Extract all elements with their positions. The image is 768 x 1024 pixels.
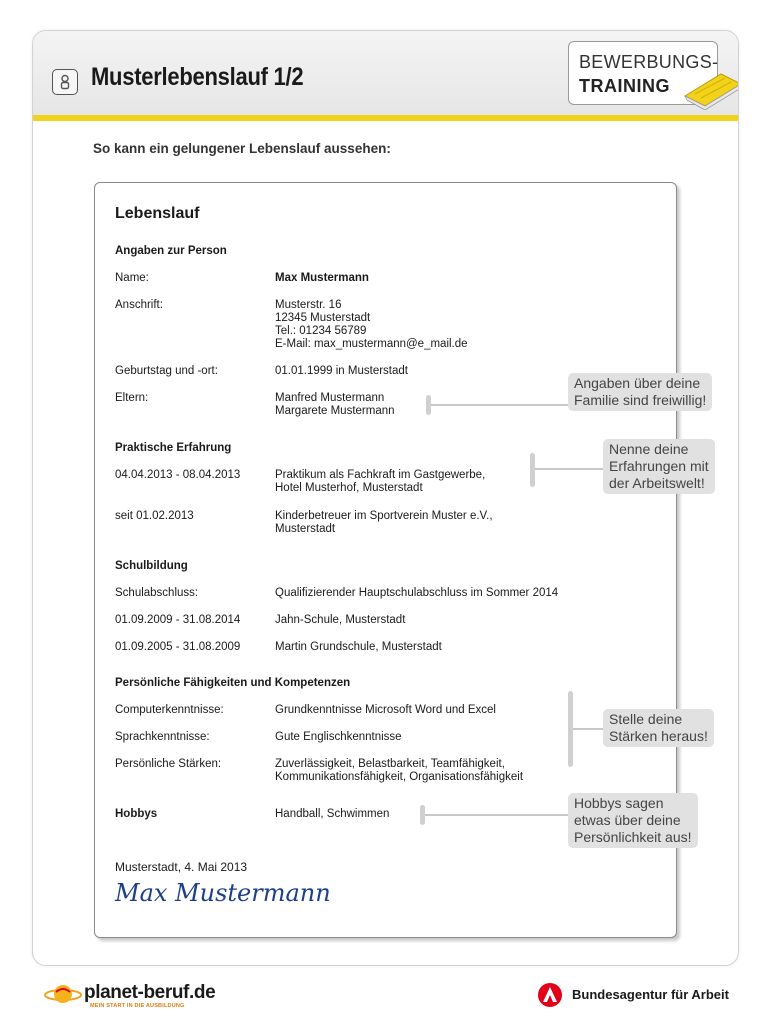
- header-bar: [33, 31, 738, 115]
- parent-line: Manfred Mustermann: [275, 392, 385, 404]
- experience-line: Kinderbetreuer im Sportverein Muster e.V.,: [275, 510, 493, 522]
- callout-strengths: [603, 709, 714, 747]
- phone-line: Tel.: 01234 56789: [275, 325, 367, 337]
- badge-line2: TRAINING: [579, 76, 670, 96]
- signature: Max Mustermann: [115, 879, 331, 907]
- strengths-line: Kommunikationsfähigkeit, Organisationsfähigkeit: [275, 771, 524, 783]
- callout-family: [568, 373, 712, 411]
- callout-line: Erfahrungen mit: [609, 458, 709, 474]
- computer-label: Computerkenntnisse:: [115, 704, 224, 716]
- callout-line: etwas über deine: [574, 812, 681, 828]
- school-value: Jahn-Schule, Musterstadt: [275, 614, 406, 626]
- email-line: E-Mail: max_mustermann@e_mail.de: [275, 338, 468, 350]
- planet-beruf-logo-text: planet-beruf.de: [84, 982, 216, 1003]
- book-icon: [681, 70, 739, 110]
- school-value: Martin Grundschule, Musterstadt: [275, 641, 442, 653]
- school-label: 01.09.2005 - 31.08.2009: [115, 641, 241, 653]
- callout-line: Stärken heraus!: [609, 728, 708, 744]
- callout-line: Stelle deine: [609, 711, 683, 727]
- callout-line: Familie sind freiwillig!: [574, 392, 707, 408]
- parent-line: Margarete Mustermann: [275, 405, 395, 417]
- language-label: Sprachkenntnisse:: [115, 731, 210, 743]
- callout-line: Persönlichkeit aus!: [574, 829, 692, 845]
- strengths-label: Persönliche Stärken:: [115, 758, 222, 770]
- callout-experience: [603, 439, 715, 494]
- callout-line: Angaben über deine: [574, 375, 701, 391]
- callout-connector-family: [431, 404, 569, 406]
- school-label: 01.09.2009 - 31.08.2014: [115, 614, 241, 626]
- name-value: Max Mustermann: [275, 272, 369, 284]
- cv-title: Lebenslauf: [115, 205, 200, 222]
- language-value: Gute Englischkenntnisse: [275, 731, 402, 743]
- birth-label: Geburtstag und -ort:: [115, 365, 218, 377]
- callout-line: Hobbys sagen: [574, 795, 664, 811]
- callout-connector-hobbies: [425, 814, 569, 816]
- callout-line: der Arbeitswelt!: [609, 475, 705, 491]
- address-line: 12345 Musterstadt: [275, 312, 371, 324]
- school-value: Qualifizierender Hauptschulabschluss im Sommer 2014: [275, 587, 559, 599]
- intro-text: So kann ein gelungener Lebenslauf aussehen:: [93, 141, 391, 156]
- name-label: Name:: [115, 272, 149, 284]
- section-heading-skills: Persönliche Fähigkeiten und Kompetenzen: [115, 677, 351, 689]
- person-icon: [52, 69, 78, 95]
- strengths-line: Zuverlässigkeit, Belastbarkeit, Teamfähigkeit,: [275, 758, 505, 770]
- address-label: Anschrift:: [115, 299, 163, 311]
- callout-line: Nenne deine: [609, 441, 689, 457]
- place-date: Musterstadt, 4. Mai 2013: [115, 860, 248, 874]
- section-heading-experience: Praktische Erfahrung: [115, 442, 232, 454]
- section-heading-personal: Angaben zur Person: [115, 245, 227, 257]
- bundesagentur-logo-text: Bundesagentur für Arbeit: [572, 987, 729, 1002]
- experience-date: seit 01.02.2013: [115, 510, 194, 522]
- badge-line1: BEWERBUNGS-: [579, 52, 719, 72]
- callout-marker-experience: [530, 453, 535, 487]
- experience-line: Praktikum als Fachkraft im Gastgewerbe,: [275, 469, 486, 481]
- planet-logo-icon: [44, 980, 84, 1010]
- experience-description: [275, 469, 485, 495]
- experience-line: Hotel Musterhof, Musterstadt: [275, 482, 423, 494]
- bewerbungstraining-badge: [568, 41, 718, 105]
- page-title: Musterlebenslauf 1/2: [91, 63, 304, 91]
- callout-connector-experience: [535, 468, 603, 470]
- parents-label: Eltern:: [115, 392, 149, 404]
- experience-description: [275, 510, 493, 536]
- planet-beruf-tagline: MEIN START IN DIE AUSBILDUNG: [90, 1003, 185, 1009]
- address-line: Musterstr. 16: [275, 299, 342, 311]
- school-label: Schulabschluss:: [115, 587, 199, 599]
- hobbies-label: Hobbys: [115, 808, 158, 820]
- birth-value: 01.01.1999 in Musterstadt: [275, 365, 408, 377]
- callout-hobbies: [568, 793, 698, 848]
- strengths-value: [275, 758, 523, 784]
- experience-line: Musterstadt: [275, 523, 336, 535]
- experience-date: 04.04.2013 - 08.04.2013: [115, 469, 241, 481]
- header-accent-rule: [33, 115, 738, 121]
- address-value: [275, 299, 468, 351]
- callout-connector-strengths: [573, 728, 603, 730]
- hobbies-value: Handball, Schwimmen: [275, 808, 390, 820]
- section-heading-school: Schulbildung: [115, 560, 188, 572]
- bundesagentur-logo-icon: [537, 982, 565, 1008]
- parents-value: [275, 392, 395, 418]
- computer-value: Grundkenntnisse Microsoft Word und Excel: [275, 704, 496, 716]
